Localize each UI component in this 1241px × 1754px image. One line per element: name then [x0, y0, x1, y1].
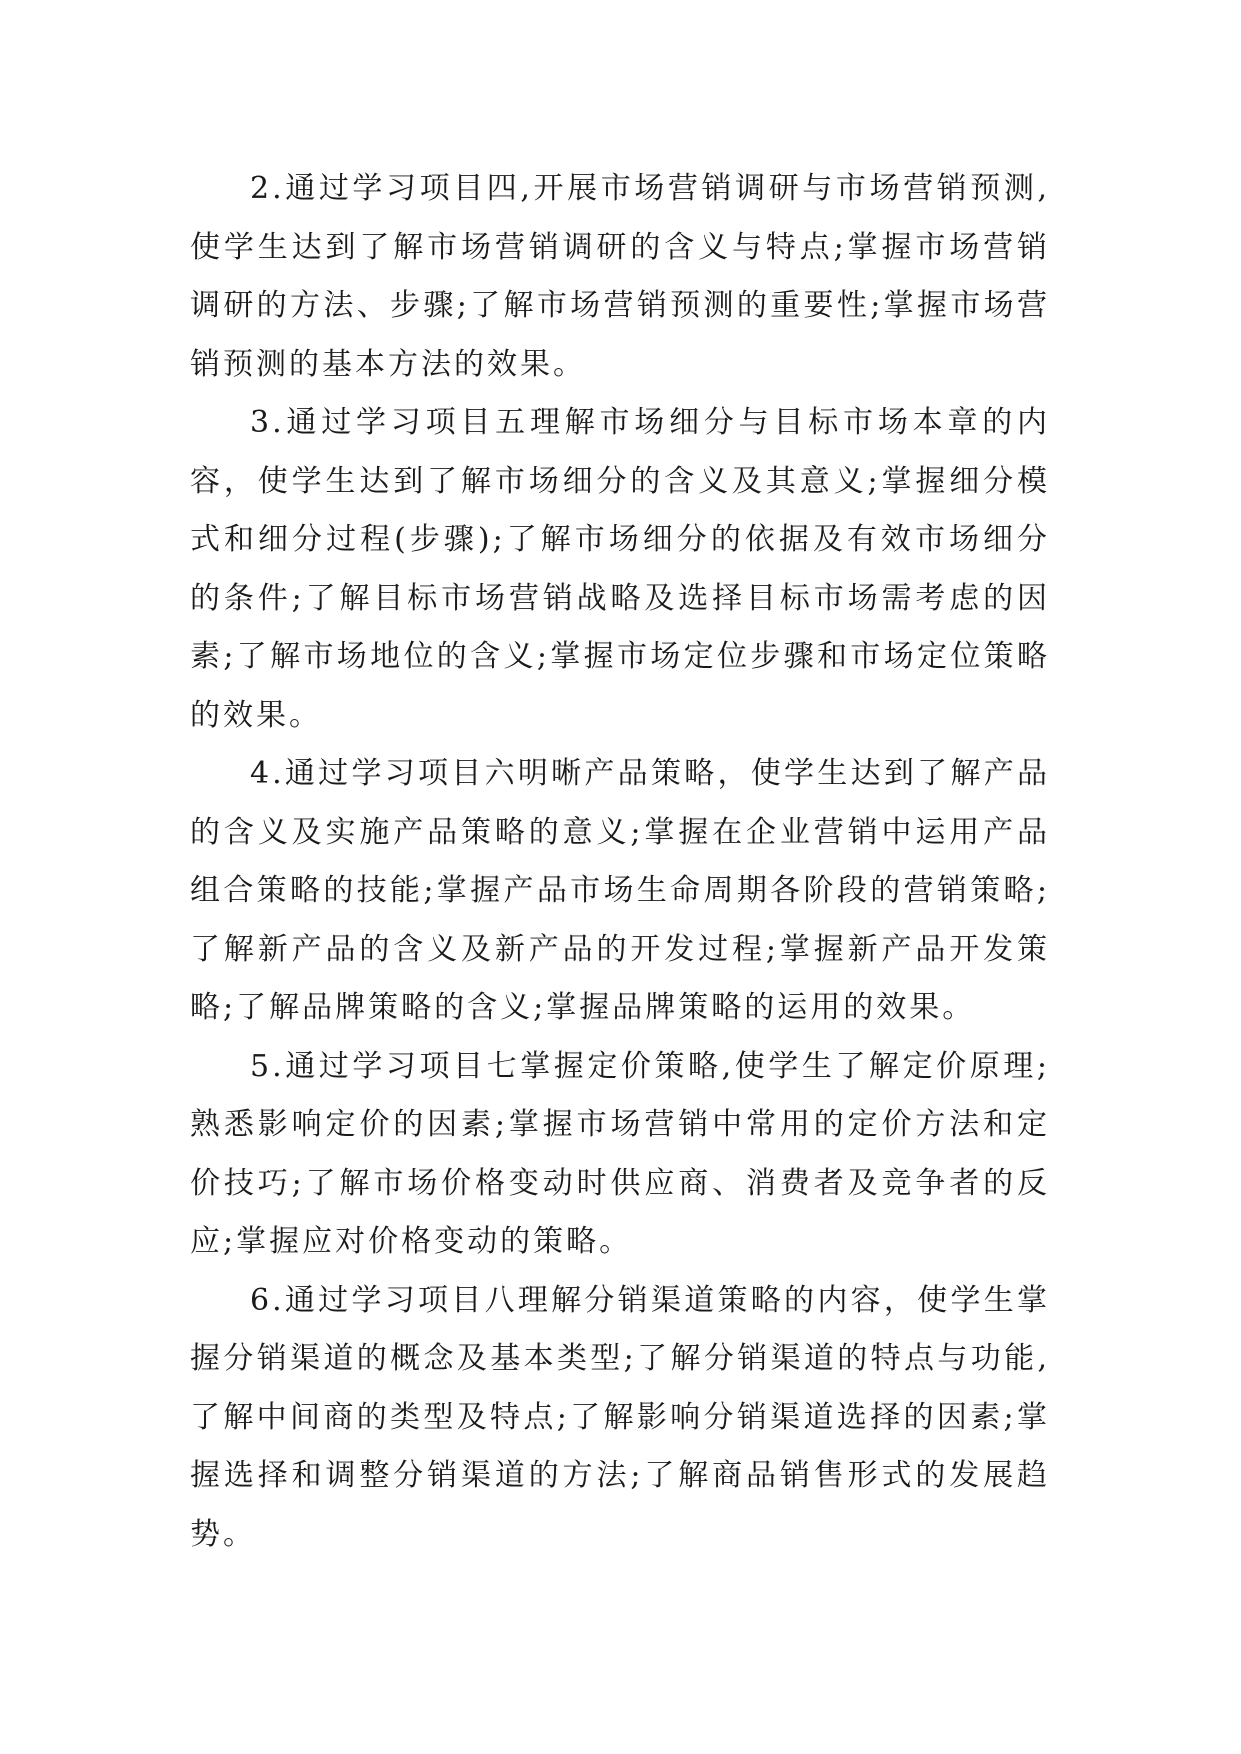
paragraph-item-3: 3.通过学习项目五理解市场细分与目标市场本章的内容，使学生达到了解市场细分的含义及其意义;掌握细分模式和细分过程(步骤);了解市场细分的依据及有效市场细分的条件;了解目标市场营销战略及选择目标市场需考虑的因素;了解市场地位的含义;掌握市场定位步骤和市场定位策略的效果。 — [190, 405, 1050, 733]
paragraph-item-5: 5.通过学习项目七掌握定价策略,使学生了解定价原理;熟悉影响定价的因素;掌握市场营销中常用的定价方法和定价技巧;了解市场价格变动时供应商、消费者及竞争者的反应;掌握应对价格变动的策略。 — [190, 1048, 1050, 1259]
paragraph-item-6: 6.通过学习项目八理解分销渠道策略的内容，使学生掌握分销渠道的概念及基本类型;了解分销渠道的特点与功能,了解中间商的类型及特点;了解影响分销渠道选择的因素;掌握选择和调整分销渠道的方法;了解商品销售形式的发展趋势。 — [190, 1282, 1050, 1552]
paragraph-item-2: 2.通过学习项目四,开展市场营销调研与市场营销预测,使学生达到了解市场营销调研的含义与特点;掌握市场营销调研的方法、步骤;了解市场营销预测的重要性;掌握市场营销预测的基本方法的效果。 — [190, 171, 1050, 382]
paragraph-item-4: 4.通过学习项目六明晰产品策略，使学生达到了解产品的含义及实施产品策略的意义;掌握在企业营销中运用产品组合策略的技能;掌握产品市场生命周期各阶段的营销策略;了解新产品的含义及新产品的开发过程;掌握新产品开发策略;了解品牌策略的含义;掌握品牌策略的运用的效果。 — [190, 756, 1050, 1025]
document-body — [190, 160, 1050, 1564]
